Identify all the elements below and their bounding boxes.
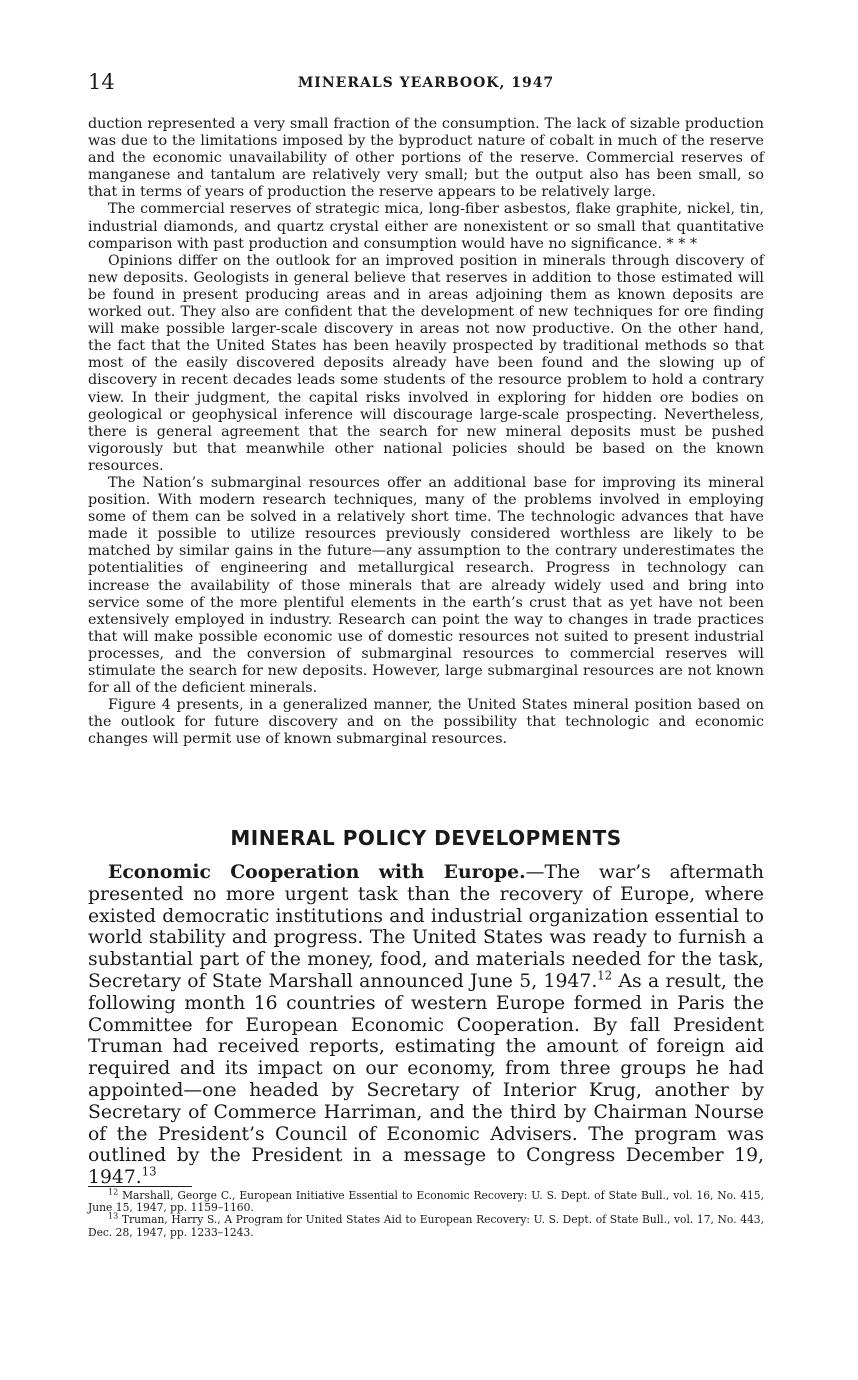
running-title: MINERALS YEARBOOK, 1947	[297, 75, 555, 91]
section-paragraph	[88, 862, 764, 1189]
paragraph: The commercial reserves of strategic mica, long-fiber asbestos, flake graphite, nickel, tin, industrial diamonds, and quartz crystal either are nonexistent or so small that quantitative comparison with past production and consumption would have no significance. * * *	[88, 201, 764, 252]
section-heading: MINERAL POLICY DEVELOPMENTS	[230, 826, 622, 850]
section-text: —The war’s aftermath presented no more urgent task than the recovery of Europe, where existed democratic institutions and industrial organization essential to world stability and progress. The United States was ready to furnish a substantial part of the money, food, and materials needed for the task, Secretary of State Marshall announced June 5, 1947.	[88, 862, 764, 992]
footnote-number: 13	[108, 1211, 119, 1221]
page-header	[88, 70, 764, 96]
footnote-ref[interactable]: 13	[141, 1164, 157, 1179]
paragraph: The Nation’s submarginal resources offer an additional base for improving its mineral position. With modern research techniques, many of the problems involved in employing some of them can be solved in a relatively short time. The technologic advances that have made it possible to utilize resources previously considered worthless are likely to be matched by similar gains in the future—any assumption to the contrary underestimates the potentialities of engineering and metallurgical research. Progress in technology can increase the availability of those minerals that are already widely used and bring into service some of the more plentiful elements in the earth’s crust that as yet have not been extensively employed in industry. Research can point the way to changes in trade practices that will make possible economic use of domestic resources not suited to present industrial processes, and the conversion of submarginal resources to commercial reserves will stimulate the search for new deposits. However, large submarginal resources are not known for all of the deficient minerals.	[88, 474, 764, 697]
page-number: 14	[88, 70, 115, 94]
footnote-ref[interactable]: 12	[597, 968, 613, 983]
paragraph: Opinions differ on the outlook for an improved position in minerals through discovery of new deposits. Geologists in general believe that reserves in addition to those estimated will be found in present producing areas and in areas adjoining them as known deposits are worked out. They also are confident that the development of new techniques for ore finding will make possible larger-scale discovery in areas not now productive. On the other hand, the fact that the United States has been heavily prospected by traditional methods so that most of the easily discovered deposits already have been found and the slowing up of discovery in recent decades leads some students of the resource problem to hold a contrary view. In their judgment, the capital risks involved in exploring for hidden ore bodies on geological or geophysical inference will discourage large-scale prospecting. Nevertheless, there is general agreement that the search for new mineral deposits must be pushed vigorously but that meanwhile other national policies should be based on the known resources.	[88, 252, 764, 474]
footnote-text: Truman, Harry S., A Program for United States Aid to European Recovery: U. S. Dept. of State Bull., vol. 17, No. 443, Dec. 28, 1947, pp. 1233–1243.	[88, 1213, 764, 1239]
footnote	[88, 1187, 764, 1215]
footnote-number: 12	[108, 1187, 119, 1197]
footnote-text: Marshall, George C., European Initiative Essential to Economic Recovery: U. S. Dept. of State Bull., vol. 16, No. 415, June 15, 1947, pp. 1159–1160.	[88, 1189, 764, 1215]
footnotes	[88, 1187, 764, 1239]
paragraph: duction represented a very small fraction of the consumption. The lack of sizable production was due to the limitations imposed by the byproduct nature of cobalt in much of the reserve and the economic unavailability of other portions of the reserve. Commercial reserves of manganese and tantalum are relatively very small; but the output also has been small, so that in terms of years of production the reserve appears to be relatively large.	[88, 116, 764, 201]
section-text: As a result, the following month 16 countries of western Europe formed in Paris the Committee for European Economic Cooperation. By fall President Truman had received reports, estimating the amount of foreign aid required and its impact on our economy, from three groups he had appointed—one headed by Secretary of Interior Krug, another by Secretary of Commerce Harriman, and the third by Chairman Nourse of the President’s Council of Economic Advisers. The program was outlined by the President in a message to Congress December 19, 1947.	[88, 970, 764, 1189]
body-text	[88, 116, 764, 748]
paragraph: Figure 4 presents, in a generalized manner, the United States mineral position based on the outlook for future discovery and on the possibility that technologic and economic changes will permit use of known submarginal resources.	[88, 697, 764, 748]
footnote-divider	[88, 1186, 192, 1187]
run-in-heading: Economic Cooperation with Europe.	[108, 861, 526, 883]
footnote	[88, 1211, 764, 1239]
